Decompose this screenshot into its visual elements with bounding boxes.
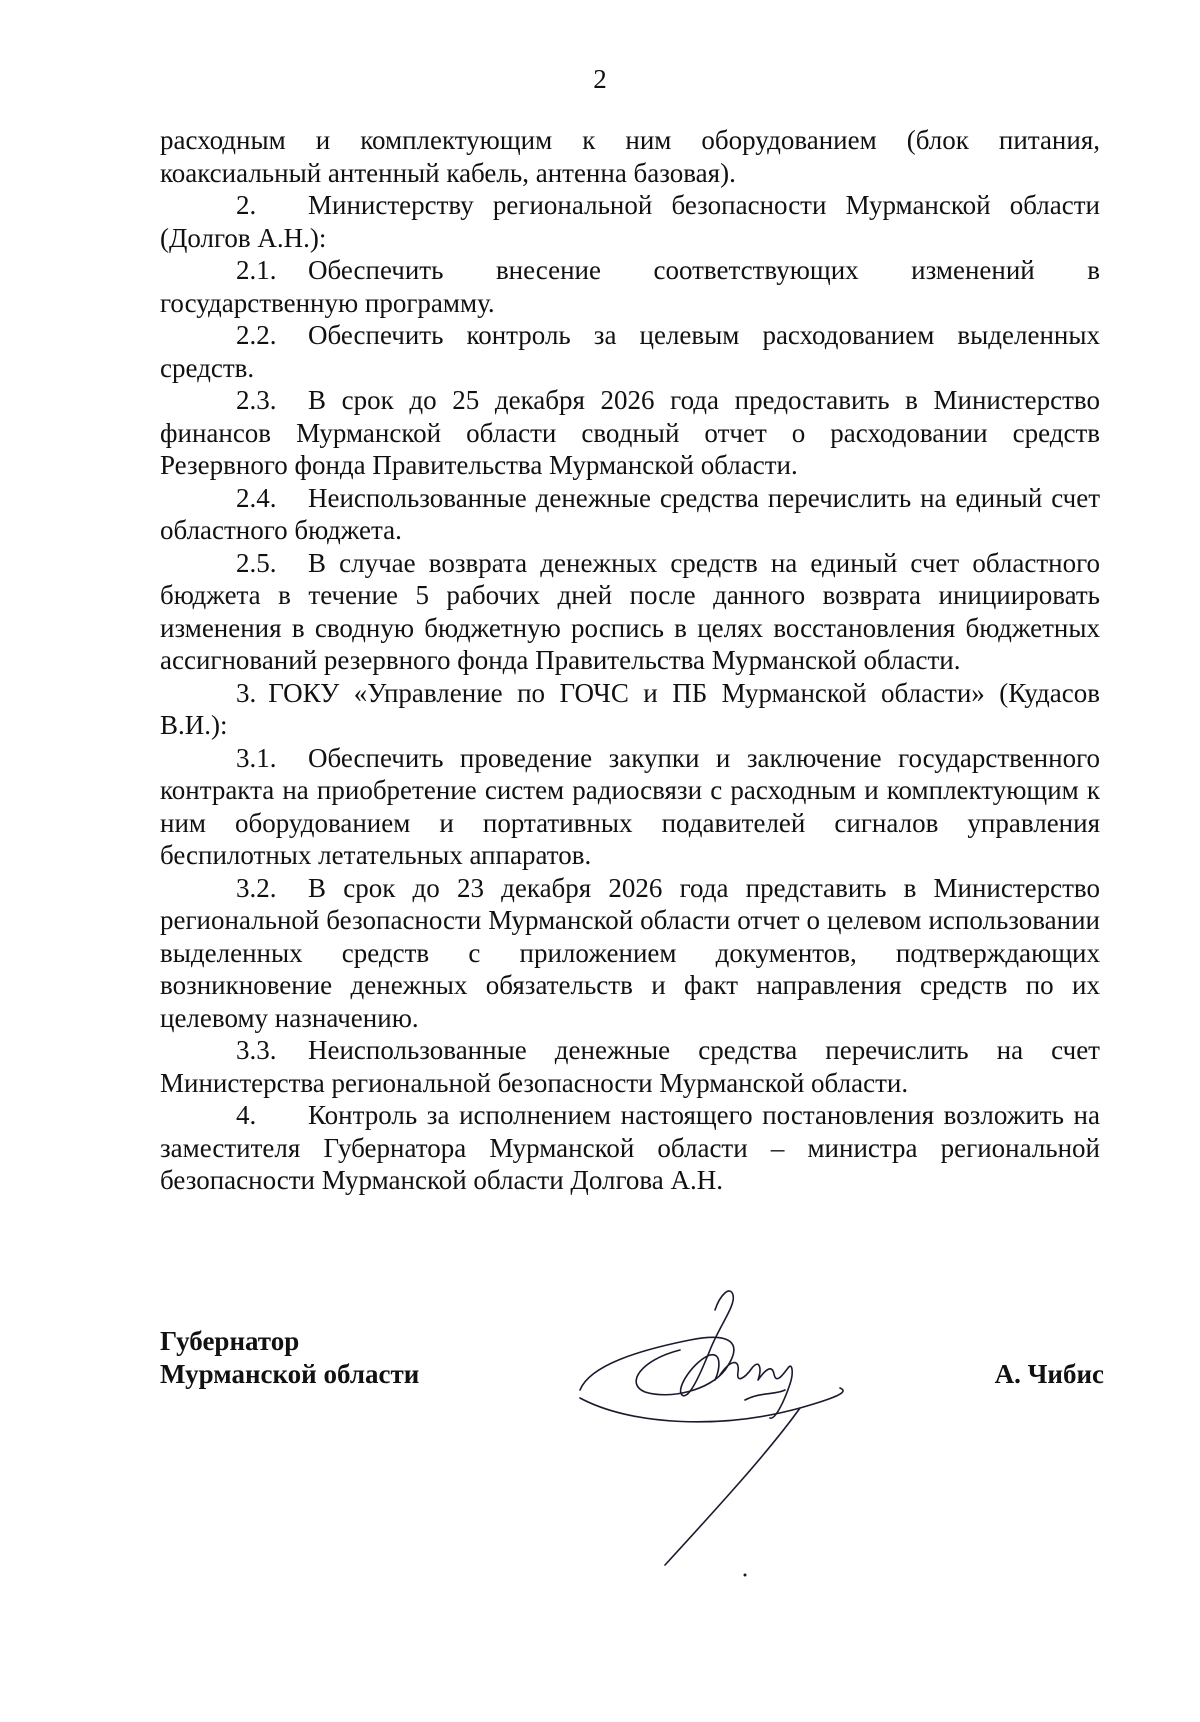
paragraph-3	[160, 677, 1100, 742]
paragraph-number: 4.	[236, 1100, 257, 1130]
paragraph-2-4	[160, 482, 1100, 547]
document-body	[160, 124, 1100, 1197]
paragraph-number: 2.5.	[236, 547, 277, 578]
paragraph-text: В случае возврата денежных средств на единый счет областного бюджета в течение 5 рабочих дней после данного возврата инициировать изменения в сводную бюджетную роспись в целях восстановления бюджетных ассигнований резервного фонда Правительства Мурманской области.	[160, 547, 1100, 675]
paragraph-2-5	[160, 547, 1100, 677]
paragraph-text: Контроль за исполнением настоящего постановления возложить на заместителя Губернатора Мурманской области – министра региональной безопасности Мурманской области Долгова А.Н.	[160, 1100, 1100, 1195]
handwritten-signature	[570, 1280, 890, 1580]
paragraph-text: В срок до 25 декабря 2026 года предоставить в Министерство финансов Мурманской области сводный отчет о расходовании средств Резервного фонда Правительства Мурманской области.	[160, 385, 1100, 480]
paragraph-number: 3.1.	[236, 742, 277, 773]
paragraph-text: Неиспользованные денежные средства перечислить на счет Министерства региональной безопасности Мурманской области.	[160, 1035, 1100, 1098]
paragraph-3-2	[160, 872, 1100, 1035]
paragraph-number: 2.3.	[236, 385, 277, 415]
paragraph-text: Неиспользованные денежные средства перечислить на единый счет областного бюджета.	[160, 482, 1100, 545]
paragraph-number: 3.2.	[236, 872, 277, 903]
paragraph-2-1	[160, 254, 1100, 319]
paragraph-2-2	[160, 319, 1100, 384]
signer-name: А. Чибис	[994, 1359, 1104, 1389]
signer-title-line1: Губернатор	[160, 1326, 300, 1356]
paragraph-3-1	[160, 742, 1100, 872]
paragraph-number: 3.3.	[236, 1035, 277, 1065]
paragraph-continuation	[160, 124, 1100, 189]
paragraph-text: Обеспечить проведение закупки и заключение государственного контракта на приобретение систем радиосвязи с расходным и комплектующим к ним оборудованием и портативных подавителей сигналов управления беспилотных летательных аппаратов.	[160, 742, 1100, 870]
paragraph-number: 2.1.	[236, 255, 277, 285]
paragraph-text: Обеспечить контроль за целевым расходованием выделенных средств.	[160, 320, 1100, 383]
paragraph-text: расходным и комплектующим к ним оборудованием (блок питания, коаксиальный антенный кабель, антенна базовая).	[160, 125, 1100, 188]
paragraph-4	[160, 1099, 1100, 1197]
paragraph-text: Обеспечить внесение соответствующих изменений в государственную программу.	[160, 255, 1100, 318]
paragraph-number: 3.	[236, 677, 257, 708]
page-number: 2	[593, 64, 607, 94]
paragraph-2-3	[160, 384, 1100, 482]
paragraph-number: 2.	[236, 190, 257, 220]
paragraph-2	[160, 189, 1100, 254]
paragraph-number: 2.2.	[236, 320, 277, 350]
paragraph-text: В срок до 23 декабря 2026 года представить в Министерство региональной безопасности Мурманской области отчет о целевом использовании выделенных средств с приложением документов, подтверждающих возникновение денежных обязательств и факт направления средств по их целевому назначению.	[160, 872, 1100, 1033]
paragraph-number: 2.4.	[236, 482, 277, 513]
signer-title	[160, 1325, 419, 1391]
paragraph-text: ГОКУ «Управление по ГОЧС и ПБ Мурманской области» (Кудасов В.И.):	[160, 677, 1100, 740]
signer-title-line2: Мурманской области	[160, 1359, 420, 1389]
paragraph-text: Министерству региональной безопасности Мурманской области (Долгов А.Н.):	[160, 190, 1100, 253]
paragraph-3-3	[160, 1034, 1100, 1099]
